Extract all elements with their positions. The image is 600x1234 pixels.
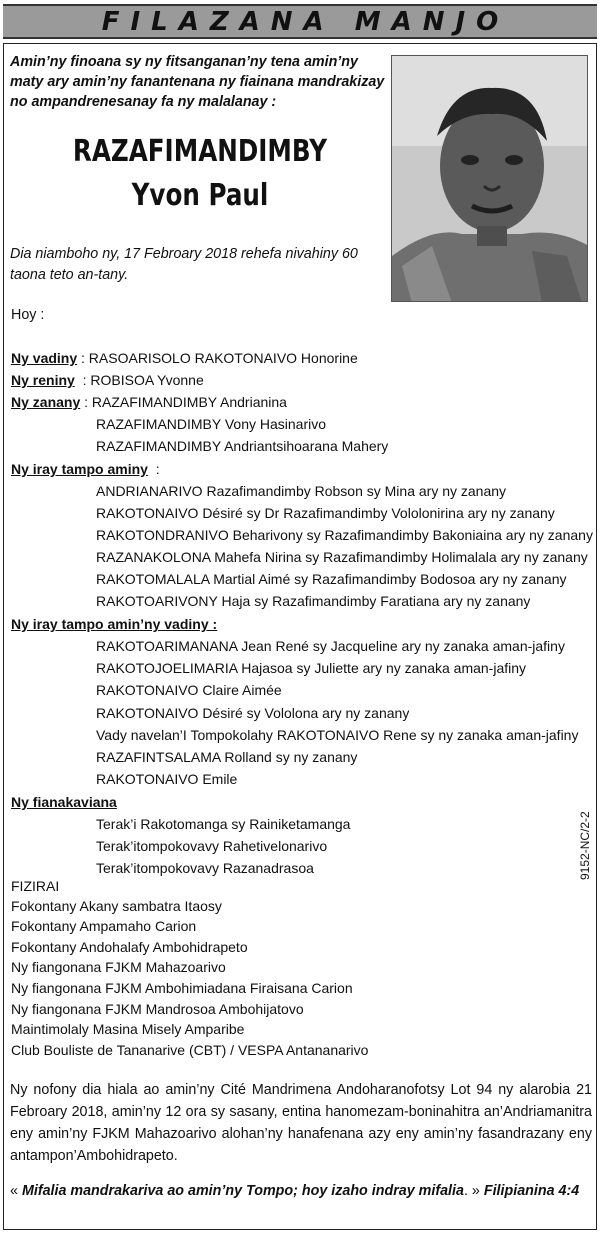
burial-notice: Ny nofony dia hiala ao amin’ny Cité Mandrimena Andoharanofotsy Lot 94 ny alarobia 21 Febroary 2018, amin’ny 12 ora sy sasany, entina hanomezam-boninahitra an’Andriamanitra eny amin’ny FJKM Mahazoarivo alohan’ny hanafenana azy eny amin’ny fasandrazany eny antampon’Ambohidrapeto. — [10, 1082, 592, 1164]
list-item: RAKOTONAIVO Désiré sy Vololona ary ny zanany — [96, 705, 410, 721]
zanany-row — [11, 392, 287, 412]
list-item: RAKOTOARIVONY Haja sy Razafimandimby Faratiana ary ny zanany — [96, 593, 531, 609]
reference-code: 9152-NC/2-2 — [578, 811, 592, 880]
list-item: RAKOTOARIMANANA Jean René sy Jacqueline ary ny zanaka aman-jafiny — [96, 638, 565, 654]
vadiny-value: : RASOARISOLO RAKOTONAIVO Honorine — [81, 350, 358, 366]
list-item: ANDRIANARIVO Razafimandimby Robson sy Mina ary ny zanany — [96, 483, 507, 499]
list-item: RAZAFIMANDIMBY Andriantsihoarana Mahery — [96, 438, 389, 454]
fizirai-heading: FIZIRAI — [11, 878, 60, 894]
list-item: Ny fiangonana FJKM Mandrosoa Ambohijatovo — [11, 1001, 304, 1017]
header — [0, 0, 600, 43]
list-item: Fokontany Akany sambatra Itaosy — [11, 898, 222, 914]
list-item: RAKOTONAIVO Claire Aimée — [96, 682, 282, 698]
quote-text: Mifalia mandrakariva ao amin’ny Tompo; hoy izaho indray mifalia — [21, 1183, 464, 1199]
quote-open: « — [10, 1183, 18, 1199]
header-band — [3, 4, 597, 39]
page-title: FILAZANA MANJO — [101, 6, 510, 37]
list-item: RAKOTONAIVO Emile — [96, 771, 238, 787]
list-item: RAKOTONAIVO Désiré sy Dr Razafimandimby Vololonirina ary ny zanany — [96, 505, 555, 521]
tampo-vadiny-label: Ny iray tampo amin’ny vadiny : — [11, 616, 218, 632]
list-item: RAZAFINTSALAMA Rolland sy ny zanany — [96, 749, 358, 765]
reniny-value: : ROBISOA Yvonne — [82, 372, 204, 388]
tampo-aminy-colon: : — [155, 461, 160, 477]
list-item: Club Bouliste de Tananarive (CBT) / VESPA Antananarivo — [11, 1042, 369, 1058]
bible-quote — [10, 1183, 592, 1199]
portrait-image — [392, 56, 588, 302]
list-item: Ny fiangonana FJKM Ambohimiadana Firaisana Carion — [11, 980, 353, 996]
fianakaviana-row — [11, 792, 117, 812]
hoy-label: Hoy : — [11, 307, 45, 323]
quote-dot: . — [463, 1183, 468, 1199]
deceased-surname: RAZAFIMANDIMBY — [72, 134, 328, 169]
portrait-photo — [391, 55, 588, 302]
list-item: RAZAFIMANDIMBY Vony Hasinarivo — [96, 416, 327, 432]
tampo-aminy-row — [11, 459, 160, 479]
deceased-given-name: Yvon Paul — [131, 178, 269, 213]
vadiny-label: Ny vadiny — [11, 350, 78, 366]
list-item: Terak’itompokovavy Rahetivelonarivo — [96, 838, 328, 854]
list-item: Terak’itompokovavy Razanadrasoa — [96, 860, 314, 876]
list-item: Vady navelan’I Tompokolahy RAKOTONAIVO Rene sy ny zanaka aman-jafiny — [96, 727, 579, 743]
vadiny-row — [11, 348, 358, 368]
list-item: RAZANAKOLONA Mahefa Nirina sy Razafimandimby Holimalala ary ny zanany — [96, 549, 588, 565]
zanany-first: : RAZAFIMANDIMBY Andrianina — [84, 394, 287, 410]
list-item: RAKOTOJOELIMARIA Hajasoa sy Juliette ary ny zanaka aman-jafiny — [96, 660, 527, 676]
list-item: Ny fiangonana FJKM Mahazoarivo — [11, 959, 226, 975]
fianakaviana-label: Ny fianakaviana — [11, 794, 117, 810]
reniny-label: Ny reniny — [11, 372, 75, 388]
tampo-vadiny-row — [11, 614, 217, 634]
quote-reference: Filipianina 4:4 — [483, 1183, 580, 1199]
list-item: Maintimolaly Masina Misely Amparibe — [11, 1021, 245, 1037]
list-item: Fokontany Andohalafy Ambohidrapeto — [11, 939, 248, 955]
intro-text: Amin’ny finoana sy ny fitsanganan’ny tena amin’ny maty ary amin’ny fanantenana ny fiainana mandrakizay no ampandrenesanay fa ny malalanay : — [10, 54, 385, 110]
tampo-aminy-label: Ny iray tampo aminy — [11, 461, 148, 477]
reniny-row — [11, 370, 204, 390]
death-notice: Dia niamboho ny, 17 Febroary 2018 rehefa nivahiny 60 taona teto an-tany. — [10, 246, 358, 283]
list-item: Fokontany Ampamaho Carion — [11, 918, 197, 934]
list-item: Terak’i Rakotomanga sy Rainiketamanga — [96, 816, 351, 832]
list-item: RAKOTONDRANIVO Beharivony sy Razafimandimby Bakoniaina ary ny zanany — [96, 527, 593, 543]
list-item: RAKOTOMALALA Martial Aimé sy Razafimandimby Bodosoa ary ny zanany — [96, 571, 567, 587]
quote-close: » — [471, 1183, 480, 1199]
zanany-label: Ny zanany — [11, 394, 81, 410]
